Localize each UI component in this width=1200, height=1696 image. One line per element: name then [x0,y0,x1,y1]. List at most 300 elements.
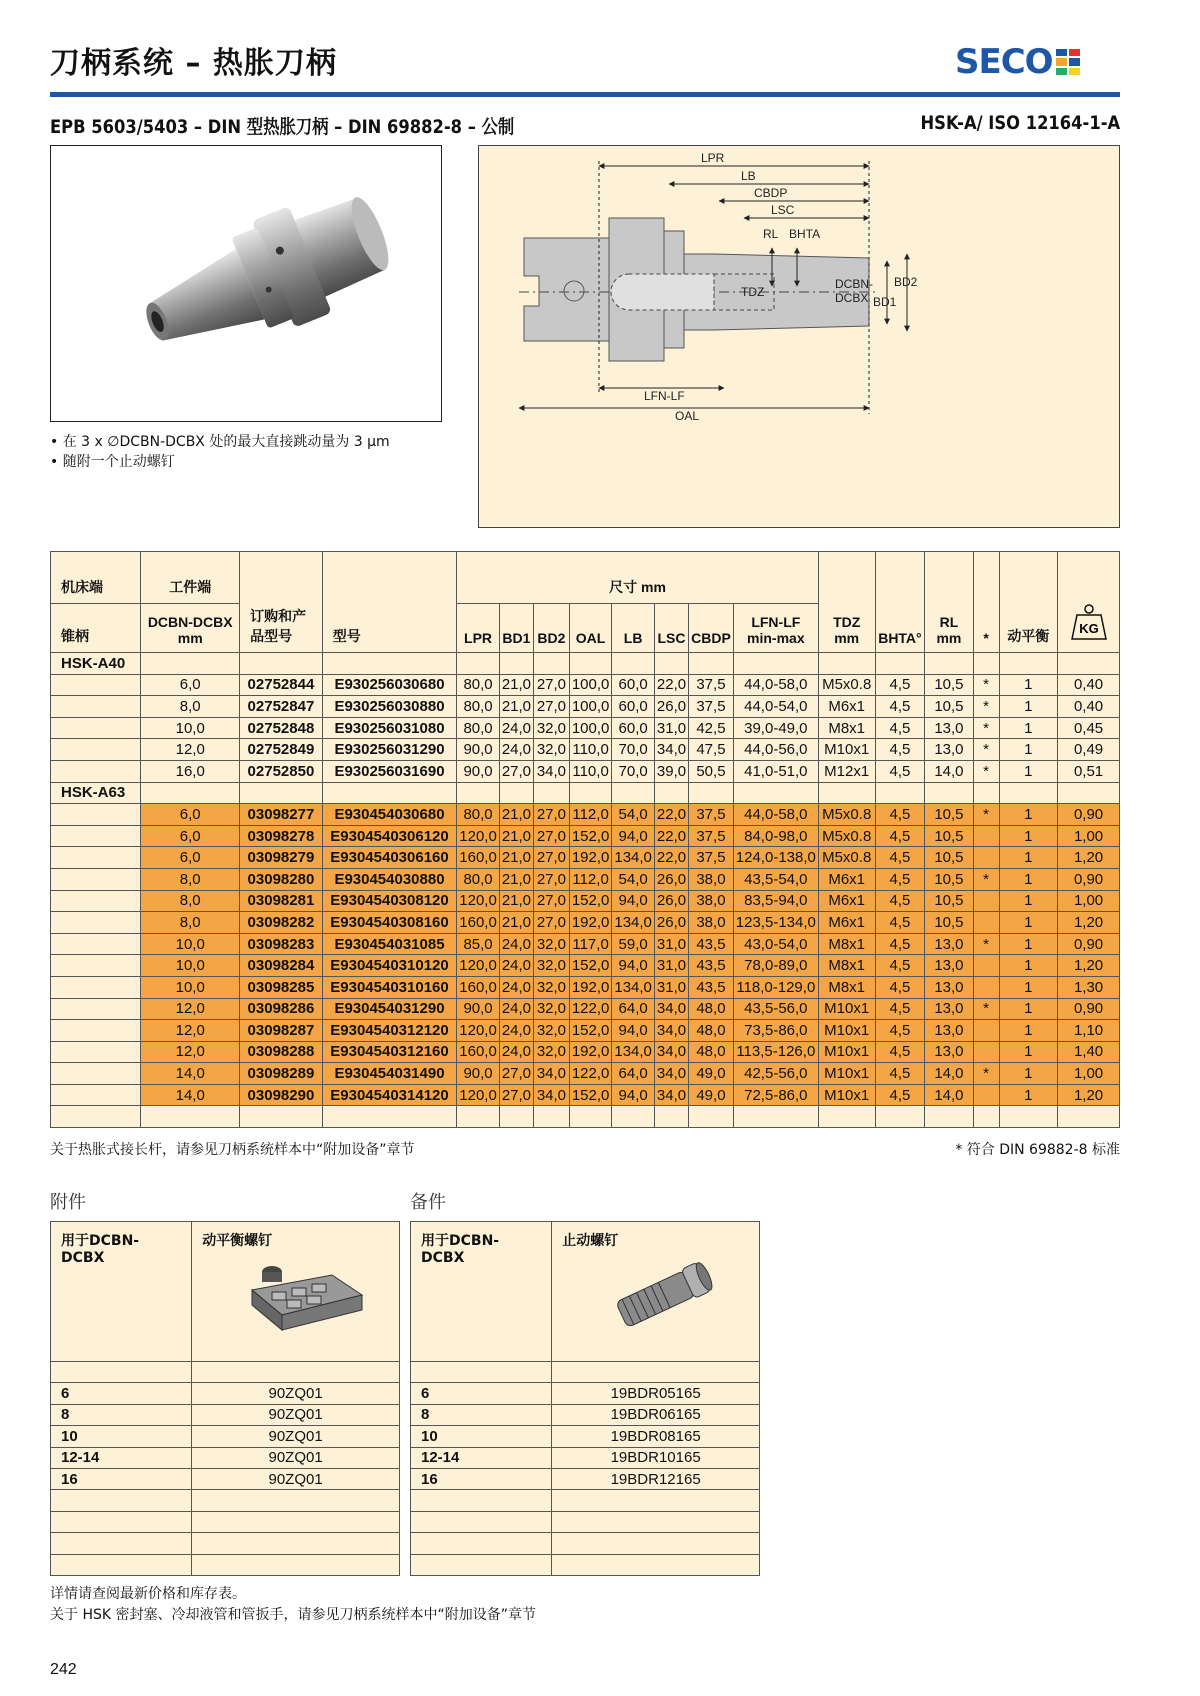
table-cell: 32,0 [534,955,570,977]
header-bd2: BD2 [534,604,570,653]
table-cell: M8x1 [818,933,875,955]
table-row [51,1063,1120,1085]
table-cell: 94,0 [612,890,655,912]
header-rl: RL mm [925,552,973,653]
empty-cell [569,782,612,804]
table-cell: 152,0 [569,1084,612,1106]
table-cell: 13,0 [925,976,973,998]
table-cell: 1,20 [1058,1084,1120,1106]
part-number-cell: 19BDR12165 [552,1468,760,1489]
empty-cell [999,653,1058,675]
table-cell: 1,40 [1058,1041,1120,1063]
table-cell: 120,0 [457,1084,500,1106]
table-cell: 4,5 [875,1063,925,1085]
table-cell: M6x1 [818,890,875,912]
list-item [51,1511,400,1532]
empty-cell [322,653,457,675]
empty-cell [51,804,141,826]
table-cell: 03098289 [240,1063,323,1085]
label-lfn-lf: LFN-LF [644,389,685,403]
table-row [51,912,1120,934]
table-cell: 21,0 [499,847,533,869]
accessories-title: 附件 [50,1192,86,1213]
part-number-cell: 90ZQ01 [192,1447,400,1468]
table-cell: 26,0 [654,868,688,890]
table-cell: 112,0 [569,804,612,826]
table-cell: 14,0 [141,1063,240,1085]
table-cell: 32,0 [534,717,570,739]
table-cell: 48,0 [689,1020,734,1042]
empty-cell [51,847,141,869]
tool-holder-image [51,146,441,421]
table-cell: 13,0 [925,717,973,739]
table-row [51,1041,1120,1063]
table-cell: 43,5-54,0 [733,868,818,890]
empty-cell [411,1362,552,1383]
table-cell: 10,5 [925,696,973,718]
table-cell: 03098278 [240,825,323,847]
table-cell: 4,5 [875,912,925,934]
label-lpr: LPR [701,151,725,165]
table-cell: 38,0 [689,868,734,890]
table-cell: 34,0 [534,760,570,782]
diameter-cell: 8 [51,1404,192,1425]
table-row [51,976,1120,998]
table-cell: 26,0 [654,890,688,912]
table-cell: 32,0 [534,976,570,998]
table-cell: 110,0 [569,739,612,761]
table-cell: E9304540308120 [322,890,457,912]
table-cell: 03098290 [240,1084,323,1106]
table-cell: 13,0 [925,1041,973,1063]
table-cell: 0,49 [1058,739,1120,761]
table-row [51,696,1120,718]
part-number-cell [192,1511,400,1532]
table-cell: 03098281 [240,890,323,912]
table-cell: * [973,868,999,890]
table-cell: 134,0 [612,847,655,869]
empty-cell [51,696,141,718]
table-cell: 4,5 [875,804,925,826]
table-cell: 4,5 [875,847,925,869]
table-cell: 03098286 [240,998,323,1020]
header-bhta: BHTA° [875,552,925,653]
list-item [411,1554,760,1575]
table-cell: 0,90 [1058,804,1120,826]
empty-cell [733,653,818,675]
table-cell: 90,0 [457,760,500,782]
table-cell: 31,0 [654,933,688,955]
table-cell: 44,0-58,0 [733,804,818,826]
table-cell [973,976,999,998]
empty-cell [240,1106,323,1128]
table-cell: 0,40 [1058,674,1120,696]
empty-cell [689,1106,734,1128]
table-cell: 12,0 [141,1041,240,1063]
table-cell: E930256031080 [322,717,457,739]
group-row [51,782,1120,804]
empty-row [51,1106,1120,1128]
table-cell: 4,5 [875,955,925,977]
table-cell [973,1020,999,1042]
table-cell: 4,5 [875,825,925,847]
table-cell: 122,0 [569,1063,612,1085]
empty-cell [973,1106,999,1128]
list-item [411,1490,760,1511]
header-cbdp: CBDP [689,604,734,653]
table-cell: 43,5 [689,955,734,977]
group-row [51,653,1120,675]
table-cell: 21,0 [499,912,533,934]
table-cell: 21,0 [499,696,533,718]
table-cell: 02752850 [240,760,323,782]
header-designation: 型号 [322,552,457,653]
table-cell: 13,0 [925,955,973,977]
table-cell [973,847,999,869]
table-cell: 1 [999,739,1058,761]
table-cell: 1,00 [1058,825,1120,847]
table-cell: 48,0 [689,998,734,1020]
table-cell: 152,0 [569,825,612,847]
table-cell: * [973,933,999,955]
shank-group-label: HSK-A40 [51,653,141,675]
list-item [51,1404,400,1425]
diameter-cell: 16 [411,1468,552,1489]
table-cell: * [973,1063,999,1085]
table-cell: 32,0 [534,933,570,955]
table-cell: 4,5 [875,696,925,718]
empty-cell [51,912,141,934]
empty-cell [612,1106,655,1128]
label-lb: LB [741,169,756,183]
table-cell: M5x0.8 [818,847,875,869]
table-cell: M5x0.8 [818,825,875,847]
table-cell: 94,0 [612,955,655,977]
empty-cell [875,653,925,675]
part-number-cell: 90ZQ01 [192,1426,400,1447]
empty-cell [612,782,655,804]
table-cell: 03098284 [240,955,323,977]
empty-cell [925,1106,973,1128]
table-cell: 10,5 [925,847,973,869]
table-cell: 03098280 [240,868,323,890]
bottom-notes [50,1584,536,1626]
table-cell: 1 [999,717,1058,739]
empty-cell [875,782,925,804]
table-cell: 1 [999,825,1058,847]
table-cell: 24,0 [499,933,533,955]
table-cell: 03098279 [240,847,323,869]
table-cell: M10x1 [818,998,875,1020]
table-cell: 64,0 [612,1063,655,1085]
table-cell: 10,0 [141,976,240,998]
empty-cell [51,739,141,761]
table-cell: M12x1 [818,760,875,782]
table-cell: 120,0 [457,955,500,977]
part-number-cell: 19BDR10165 [552,1447,760,1468]
list-item [51,1468,400,1489]
table-cell: 34,0 [654,1020,688,1042]
table-cell: 1 [999,760,1058,782]
table-cell: 43,0-54,0 [733,933,818,955]
table-cell: 14,0 [141,1084,240,1106]
table-cell: 03098282 [240,912,323,934]
table-cell: 4,5 [875,933,925,955]
header-bd1: BD1 [499,604,533,653]
empty-cell [999,1106,1058,1128]
table-cell [973,890,999,912]
table-cell: 1,00 [1058,1063,1120,1085]
table-cell: 73,5-86,0 [733,1020,818,1042]
spare-header-screw: 止动螺钉 [552,1222,760,1362]
part-number-cell: 90ZQ01 [192,1383,400,1404]
empty-cell [192,1362,400,1383]
table-cell: 14,0 [925,1063,973,1085]
table-cell: 120,0 [457,1020,500,1042]
bottom-note: 关于 HSK 密封塞、冷却液管和管扳手，请参见刀柄系统样本中“附加设备”章节 [50,1607,536,1623]
empty-cell [1058,653,1120,675]
product-table [50,551,1120,1128]
list-item [411,1447,760,1468]
header-lpr: LPR [457,604,500,653]
label-lsc: LSC [771,203,795,217]
weight-icon [1069,603,1109,643]
table-cell: 10,5 [925,890,973,912]
table-cell: 03098283 [240,933,323,955]
table-cell: 39,0 [654,760,688,782]
table-cell: 100,0 [569,717,612,739]
table-cell: E930454031490 [322,1063,457,1085]
table-cell: M10x1 [818,1041,875,1063]
spacer-row [51,1362,400,1383]
header-star: * [973,552,999,653]
part-number-cell: 19BDR08165 [552,1426,760,1447]
table-cell: 22,0 [654,804,688,826]
diameter-cell [51,1511,192,1532]
empty-cell [51,998,141,1020]
table-cell: 03098288 [240,1041,323,1063]
table-cell: 10,0 [141,955,240,977]
acc-header-diameter: 用于DCBN-DCBX [51,1222,192,1362]
part-number-cell: 19BDR06165 [552,1404,760,1425]
list-item [411,1468,760,1489]
empty-cell [51,955,141,977]
empty-cell [818,782,875,804]
diameter-cell [411,1511,552,1532]
table-cell: 160,0 [457,912,500,934]
table-cell: E930256030680 [322,674,457,696]
empty-cell [457,782,500,804]
empty-cell [141,653,240,675]
table-cell: 26,0 [654,912,688,934]
table-cell: 22,0 [654,674,688,696]
title-rule [50,92,1120,97]
table-cell: 10,5 [925,825,973,847]
table-row [51,825,1120,847]
shank-group-label: HSK-A63 [51,782,141,804]
table-cell: * [973,696,999,718]
table-cell: 12,0 [141,998,240,1020]
table-row [51,933,1120,955]
table-cell: 192,0 [569,847,612,869]
table-cell: 03098287 [240,1020,323,1042]
table-cell: 83,5-94,0 [733,890,818,912]
table-cell: 118,0-129,0 [733,976,818,998]
table-cell: M6x1 [818,696,875,718]
empty-cell [689,653,734,675]
table-cell: 0,45 [1058,717,1120,739]
table-cell: 02752848 [240,717,323,739]
table-cell: 0,90 [1058,998,1120,1020]
table-cell: 8,0 [141,696,240,718]
table-row [51,674,1120,696]
table-cell: 10,5 [925,804,973,826]
table-row [51,760,1120,782]
table-cell: 31,0 [654,717,688,739]
table-cell: 44,0-56,0 [733,739,818,761]
table-cell: * [973,998,999,1020]
diameter-cell: 6 [411,1383,552,1404]
empty-cell [654,653,688,675]
table-cell: 1 [999,1063,1058,1085]
diameter-cell: 8 [411,1404,552,1425]
table-cell: 1 [999,976,1058,998]
table-cell [973,1041,999,1063]
list-item [411,1511,760,1532]
table-cell: 0,90 [1058,933,1120,955]
empty-cell [322,1106,457,1128]
table-cell: 43,5-56,0 [733,998,818,1020]
table-cell: E930256031290 [322,739,457,761]
table-cell: 113,5-126,0 [733,1041,818,1063]
table-row [51,847,1120,869]
label-dcbx: DCBX [835,291,869,305]
table-cell: 10,5 [925,868,973,890]
table-row [51,998,1120,1020]
empty-cell [51,868,141,890]
table-cell: * [973,760,999,782]
empty-cell [51,1084,141,1106]
table-cell: 21,0 [499,804,533,826]
table-cell: 90,0 [457,998,500,1020]
empty-cell [51,674,141,696]
table-cell: 38,0 [689,890,734,912]
table-cell: 4,5 [875,1041,925,1063]
table-cell: 94,0 [612,825,655,847]
table-cell: 4,5 [875,976,925,998]
table-cell: 80,0 [457,717,500,739]
diameter-cell [411,1533,552,1554]
table-cell: E9304540306160 [322,847,457,869]
table-cell: 37,5 [689,674,734,696]
table-cell: 1 [999,998,1058,1020]
table-cell: 60,0 [612,717,655,739]
table-body [51,653,1120,1128]
table-cell: E9304540312160 [322,1041,457,1063]
table-row [51,955,1120,977]
label-cbdp: CBDP [754,186,788,200]
table-cell [973,825,999,847]
table-cell: 124,0-138,0 [733,847,818,869]
table-cell: 6,0 [141,674,240,696]
table-cell: E930454030880 [322,868,457,890]
table-cell: 14,0 [925,1084,973,1106]
table-cell: 24,0 [499,739,533,761]
table-row [51,739,1120,761]
table-row [51,868,1120,890]
table-cell: 27,0 [534,847,570,869]
header-balance: 动平衡 [999,552,1058,653]
table-cell: 32,0 [534,998,570,1020]
diameter-cell: 10 [51,1426,192,1447]
part-number-cell: 90ZQ01 [192,1468,400,1489]
part-number-cell: 19BDR05165 [552,1383,760,1404]
table-cell: 100,0 [569,696,612,718]
table-cell: 48,0 [689,1041,734,1063]
empty-cell [141,1106,240,1128]
table-cell: 13,0 [925,933,973,955]
table-cell: 21,0 [499,674,533,696]
header-dcbn: DCBN-DCBX mm [141,604,240,653]
table-cell: 1 [999,1041,1058,1063]
empty-cell [457,1106,500,1128]
acc-header-screw: 动平衡螺钉 [192,1222,400,1362]
table-row [51,804,1120,826]
empty-cell [141,782,240,804]
table-cell: 80,0 [457,696,500,718]
logo-squares-icon [1056,49,1080,75]
table-cell: M10x1 [818,1084,875,1106]
empty-cell [499,653,533,675]
table-cell: 4,5 [875,1020,925,1042]
dimension-diagram [478,145,1120,528]
table-cell: 94,0 [612,1084,655,1106]
table-cell: 122,0 [569,998,612,1020]
diameter-cell [51,1533,192,1554]
table-cell: M6x1 [818,868,875,890]
table-cell: 24,0 [499,1041,533,1063]
table-cell: M8x1 [818,976,875,998]
table-cell: 6,0 [141,804,240,826]
table-cell: 27,0 [534,912,570,934]
header-weight [1058,552,1120,653]
technical-drawing [479,146,1119,527]
empty-cell [569,1106,612,1128]
table-cell: 34,0 [654,1063,688,1085]
empty-cell [51,1020,141,1042]
list-item [51,1383,400,1404]
table-cell: 117,0 [569,933,612,955]
table-cell: 42,5-56,0 [733,1063,818,1085]
table-cell: 24,0 [499,998,533,1020]
table-cell: 32,0 [534,1020,570,1042]
table-cell: 37,5 [689,804,734,826]
table-cell: 24,0 [499,955,533,977]
table-cell: E9304540306120 [322,825,457,847]
table-cell: 37,5 [689,847,734,869]
table-cell [973,955,999,977]
header-dimensions: 尺寸 mm [457,552,819,604]
table-cell [973,1084,999,1106]
table-cell: 152,0 [569,890,612,912]
list-item [51,1490,400,1511]
header-lsc: LSC [654,604,688,653]
table-cell: 1,20 [1058,912,1120,934]
empty-cell [51,825,141,847]
table-cell: 4,5 [875,760,925,782]
table-cell: 34,0 [654,1041,688,1063]
table-cell: * [973,674,999,696]
